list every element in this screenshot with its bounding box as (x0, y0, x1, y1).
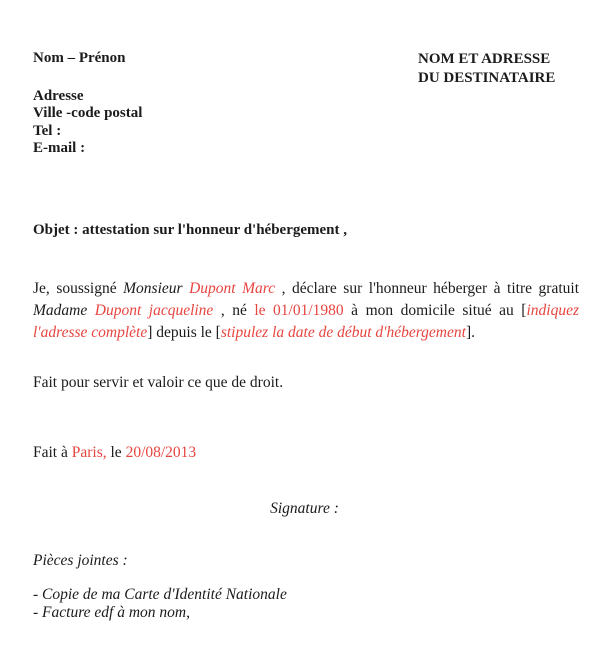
text-segment: Monsieur (123, 280, 190, 297)
sender-block (33, 50, 142, 158)
attachments-title: Pièces jointes : (33, 552, 128, 569)
text-segment: le 01/01/1980 (254, 302, 344, 319)
text-segment: Madame (33, 302, 95, 319)
subject-line: Objet : attestation sur l'honneur d'hébergement , (33, 222, 348, 238)
text-segment: Dupont jacqueline (94, 302, 214, 319)
text-segment: ]. (465, 324, 475, 341)
text-segment: Paris, (71, 444, 107, 461)
text-segment: ] depuis le [ (147, 324, 221, 341)
date-line (33, 444, 196, 462)
sender-city-postal: Ville -code postal (33, 105, 143, 121)
recipient-line-1: NOM ET ADRESSE (418, 51, 551, 67)
text-segment: Je, soussigné (33, 280, 124, 297)
text-segment: stipulez la date de début d'hébergement (220, 324, 466, 341)
sender-name: Nom – Prénon (33, 50, 126, 66)
text-segment: Fait à (33, 444, 72, 461)
attachments-list (33, 586, 287, 621)
text-segment: le (106, 444, 126, 461)
text-segment: 20/08/2013 (125, 444, 197, 461)
text-segment: indiquez l'adresse complète (33, 302, 579, 341)
text-segment: , déclare sur l'honneur héberger à titre gratuit (275, 280, 579, 297)
recipient-line-2: DU DESTINATAIRE (418, 70, 556, 86)
attachment-item: - Facture edf à mon nom, (33, 603, 190, 621)
sender-gap (33, 68, 142, 88)
body-paragraph (33, 278, 579, 344)
text-segment: , né (213, 302, 255, 319)
signature-label: Signature : (270, 500, 339, 517)
recipient-block (418, 50, 555, 88)
sender-phone: Tel : (33, 122, 62, 139)
text-segment: à mon domicile situé au [ (343, 302, 527, 319)
closing-line: Fait pour servir et valoir ce que de droit. (33, 374, 284, 391)
attachment-item: - Copie de ma Carte d'Identité Nationale (33, 586, 287, 603)
sender-address: Adresse (33, 87, 84, 104)
text-segment: Dupont Marc (189, 280, 276, 297)
sender-email: E-mail : (33, 140, 86, 156)
